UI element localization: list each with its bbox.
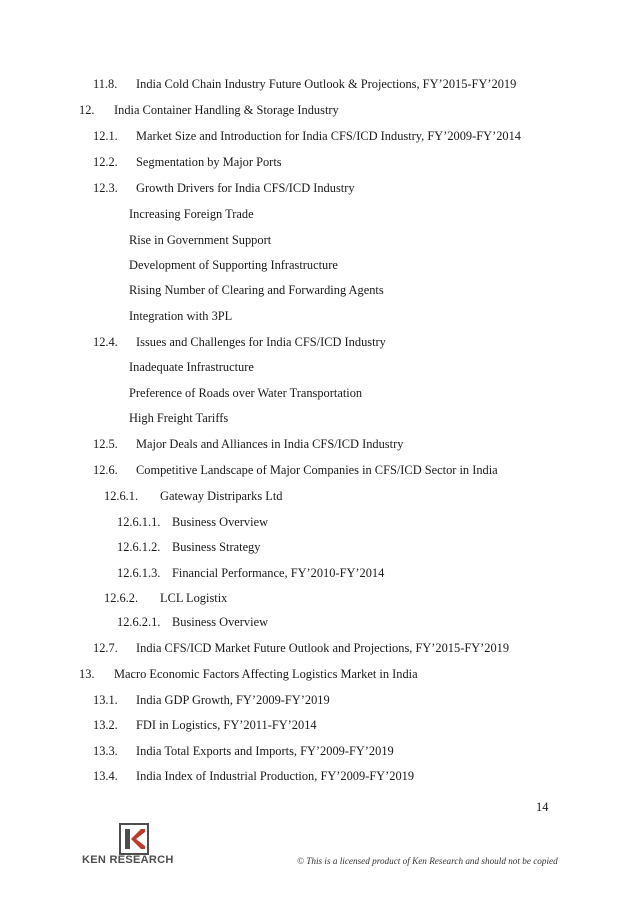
toc-entry-title: Major Deals and Alliances in India CFS/ICD Industry xyxy=(136,437,404,451)
toc-entry-title: Business Strategy xyxy=(172,540,261,554)
toc-entry-title: LCL Logistix xyxy=(160,591,228,605)
toc-entry-title: Business Overview xyxy=(172,515,269,529)
toc-entry-number: 12.3. xyxy=(93,181,118,195)
toc-entry-number: 12.6.1.3. xyxy=(117,566,161,580)
toc-entry-title: FDI in Logistics, FY’2011-FY’2014 xyxy=(136,718,317,732)
toc-subentry-title: Integration with 3PL xyxy=(129,309,233,323)
toc-entry-number: 12.6.1. xyxy=(104,489,139,503)
toc-entry-title: Issues and Challenges for India CFS/ICD Industry xyxy=(136,335,386,349)
toc-entry-number: 12.4. xyxy=(93,335,118,349)
toc-entry-title: Macro Economic Factors Affecting Logistics Market in India xyxy=(114,667,418,681)
toc-entry-number: 13.4. xyxy=(93,769,118,783)
toc-entry-title: Competitive Landscape of Major Companies in CFS/ICD Sector in India xyxy=(136,463,498,477)
toc-entry-title: India Cold Chain Industry Future Outlook & Projections, FY’2015-FY’2019 xyxy=(136,77,517,91)
toc-entry-title: Market Size and Introduction for India CFS/ICD Industry, FY’2009-FY’2014 xyxy=(136,129,521,143)
toc-entry-title: Financial Performance, FY’2010-FY’2014 xyxy=(172,566,385,580)
toc-entry-title: Business Overview xyxy=(172,615,269,629)
toc-entry-number: 13.3. xyxy=(93,744,118,758)
toc-entry-number: 12.6.1.1. xyxy=(117,515,161,529)
toc-subentry-title: Rising Number of Clearing and Forwarding Agents xyxy=(129,283,384,297)
toc-entry-number: 12.6.2. xyxy=(104,591,139,605)
toc-entry-number: 13.1. xyxy=(93,693,118,707)
toc-entry-title: Growth Drivers for India CFS/ICD Industry xyxy=(136,181,355,195)
toc-entry-number: 12.6.2.1. xyxy=(117,615,161,629)
toc-entry-title: India Total Exports and Imports, FY’2009-FY’2019 xyxy=(136,744,394,758)
toc-entry-number: 12.2. xyxy=(93,155,118,169)
toc-entry-number: 12.7. xyxy=(93,641,118,655)
toc-subentry-title: Inadequate Infrastructure xyxy=(129,360,254,374)
page-number: 14 xyxy=(536,800,549,814)
toc-entry-title: India Index of Industrial Production, FY’2009-FY’2019 xyxy=(136,769,415,783)
toc-entry-title: India CFS/ICD Market Future Outlook and Projections, FY’2015-FY’2019 xyxy=(136,641,510,655)
toc-entry-number: 12.1. xyxy=(93,129,118,143)
ken-research-logo-icon xyxy=(82,822,186,876)
toc-entry-number: 12.5. xyxy=(93,437,118,451)
toc-entry-title: Gateway Distriparks Ltd xyxy=(160,489,283,503)
toc-subentry-title: Development of Supporting Infrastructure xyxy=(129,258,338,272)
toc-subentry-title: Increasing Foreign Trade xyxy=(129,207,254,221)
toc-entry-number: 12.6.1.2. xyxy=(117,540,161,554)
toc-entry-title: India GDP Growth, FY’2009-FY’2019 xyxy=(136,693,330,707)
toc-entry-number: 11.8. xyxy=(93,77,118,91)
toc-entry-number: 13.2. xyxy=(93,718,118,732)
toc-entry-number: 12.6. xyxy=(93,463,118,477)
toc-entry-title: Segmentation by Major Ports xyxy=(136,155,282,169)
toc-entry-number: 13. xyxy=(79,667,95,681)
toc-entry-number: 12. xyxy=(79,103,95,117)
license-notice: © This is a licensed product of Ken Research and should not be copied xyxy=(297,856,558,866)
toc-subentry-title: Preference of Roads over Water Transportation xyxy=(129,386,363,400)
logo-wordmark: KEN RESEARCH xyxy=(82,854,174,866)
toc-subentry-title: Rise in Government Support xyxy=(129,233,272,247)
toc-entry-title: India Container Handling & Storage Industry xyxy=(114,103,339,117)
toc-subentry-title: High Freight Tariffs xyxy=(129,411,229,425)
